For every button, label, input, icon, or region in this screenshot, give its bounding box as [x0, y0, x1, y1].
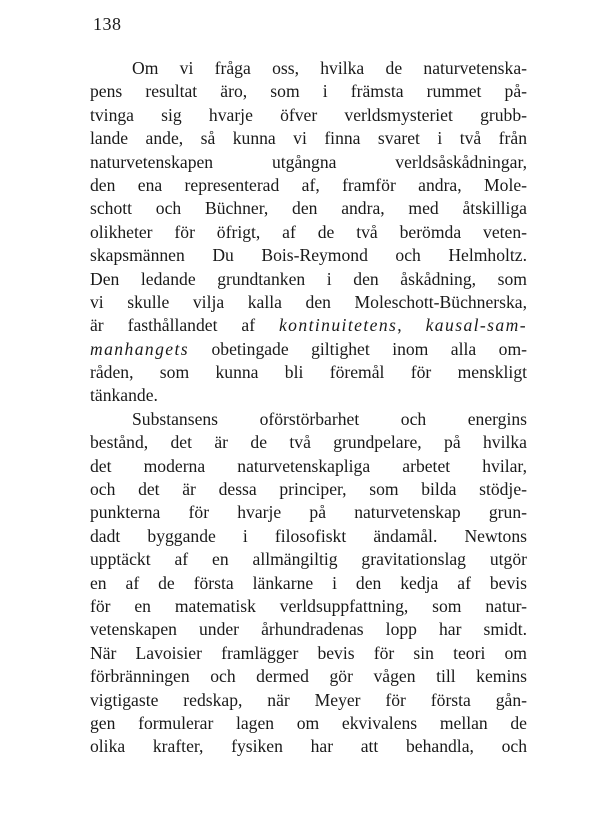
text-line: punkterna för hvarje på naturvetenskap grun- [90, 502, 527, 523]
text-line: en af de första länkarne i den kedja af bevis [90, 572, 527, 593]
text-line: olikheter för öfrigt, af de två berömda veten- [90, 221, 527, 242]
text-line: bestånd, det är de två grundpelare, på hvilka [90, 432, 527, 453]
text-line: schott och Büchner, den andra, med åtskilliga [90, 198, 527, 219]
text-line: olika krafter, fysiken har att behandla, och [90, 736, 527, 757]
text-line: Om vi fråga oss, hvilka de naturvetenska- [132, 58, 527, 78]
text-line: Den ledande grundtanken i den åskådning, som [90, 268, 527, 289]
emphasis-text: kontinuitetens [278, 315, 398, 336]
text-line: Substansens oförstörbarhet och energins [132, 408, 527, 429]
text-line: naturvetenskapen utgångna verldsåskådningar, [90, 151, 527, 172]
page-number: 138 [93, 14, 122, 34]
text-line: vi skulle vilja kalla den Moleschott-Büchnerska, [90, 291, 527, 312]
text-run: obetingade giltighet inom alla om- [189, 338, 527, 359]
text-line: När Lavoisier framlägger bevis för sin teori om [90, 642, 527, 663]
text-run: , [397, 315, 426, 336]
text-line: pens resultat äro, som i främsta rummet på- [90, 81, 527, 102]
text-line: och det är dessa principer, som bilda stödje- [90, 479, 527, 500]
text-line: tänkande. [90, 385, 158, 406]
text-line-mixed [90, 314, 527, 337]
text-line: tvinga sig hvarje öfver verldsmysteriet grubb- [90, 104, 527, 125]
emphasis-text: manhangets [90, 338, 190, 359]
emphasis-text: kausal-sam- [425, 315, 527, 336]
text-line: det moderna naturvetenskapliga arbetet hvilar, [90, 455, 527, 476]
text-line: gen formulerar lagen om ekvivalens mellan de [90, 712, 527, 733]
text-run: är fasthållandet af [90, 315, 279, 336]
text-line: vigtigaste redskap, när Meyer för första gån- [90, 689, 527, 710]
text-line: råden, som kunna bli föremål för menskligt [90, 362, 527, 383]
text-line: dadt byggande i filosofiskt ändamål. Newtons [90, 525, 527, 546]
text-line-mixed [90, 338, 527, 361]
text-line: skapsmännen Du Bois-Reymond och Helmholtz. [90, 245, 527, 266]
text-line: lande ande, så kunna vi finna svaret i två från [90, 128, 527, 149]
text-line: upptäckt af en allmängiltig gravitationslag utgör [90, 549, 527, 570]
text-line: den ena representerad af, framför andra, Mole- [90, 174, 527, 195]
body-text [90, 57, 527, 759]
text-line: för en matematisk verldsuppfattning, som natur- [90, 595, 527, 616]
text-line: vetenskapen under århundradenas lopp har smidt. [90, 619, 527, 640]
text-line: förbränningen och dermed gör vågen till kemins [90, 666, 527, 687]
